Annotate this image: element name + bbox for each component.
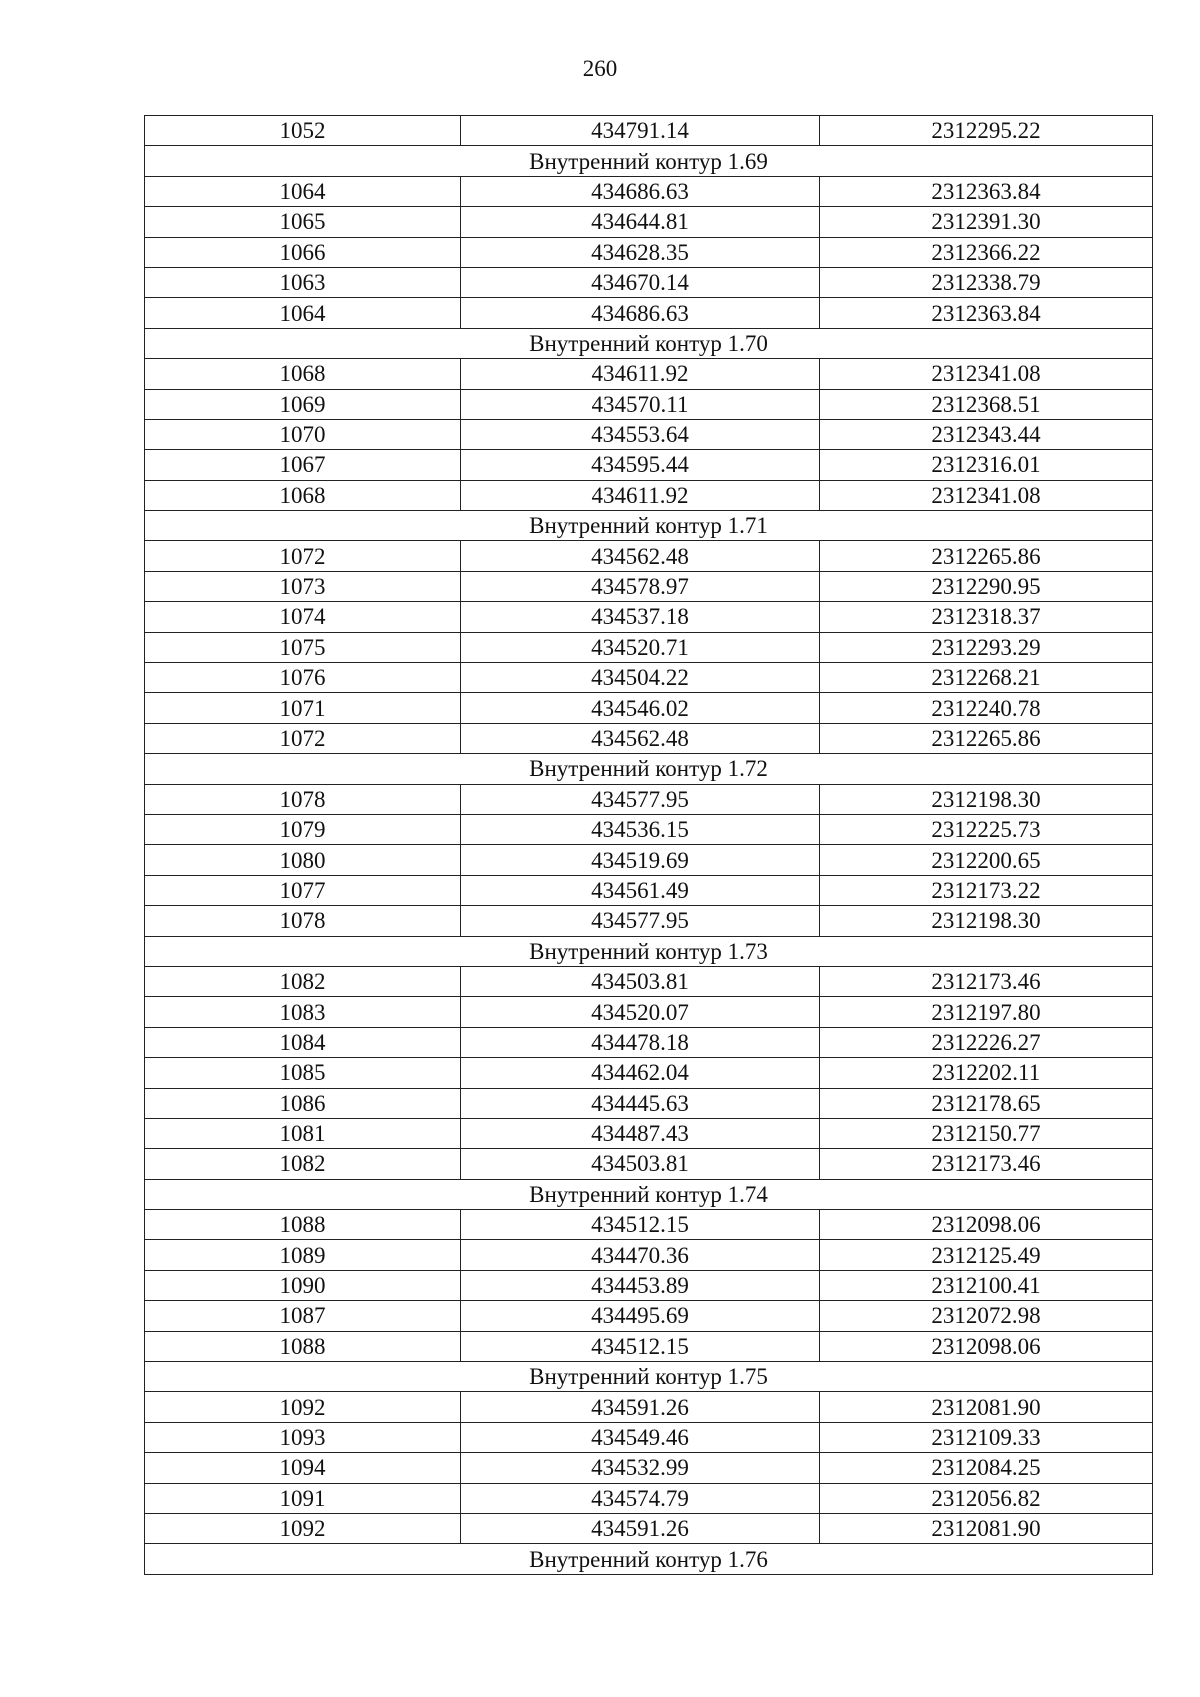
x-coordinate-cell: 434536.15 xyxy=(461,814,820,844)
section-header-row xyxy=(145,1179,1153,1209)
section-header-row xyxy=(145,146,1153,176)
x-coordinate-cell: 434503.81 xyxy=(461,966,820,996)
section-header-row xyxy=(145,1544,1153,1574)
y-coordinate-cell: 2312290.95 xyxy=(820,571,1153,601)
table-row xyxy=(145,267,1153,297)
x-coordinate-cell: 434445.63 xyxy=(461,1088,820,1118)
y-coordinate-cell: 2312109.33 xyxy=(820,1422,1153,1452)
y-coordinate-cell: 2312200.65 xyxy=(820,845,1153,875)
table-row xyxy=(145,298,1153,328)
table-row xyxy=(145,1483,1153,1513)
point-number-cell: 1078 xyxy=(145,906,461,936)
point-number-cell: 1067 xyxy=(145,450,461,480)
point-number-cell: 1092 xyxy=(145,1513,461,1543)
x-coordinate-cell: 434686.63 xyxy=(461,298,820,328)
x-coordinate-cell: 434519.69 xyxy=(461,845,820,875)
point-number-cell: 1066 xyxy=(145,237,461,267)
point-number-cell: 1082 xyxy=(145,966,461,996)
section-label: Внутренний контур 1.76 xyxy=(145,1544,1153,1574)
x-coordinate-cell: 434611.92 xyxy=(461,480,820,510)
y-coordinate-cell: 2312225.73 xyxy=(820,814,1153,844)
section-header-row xyxy=(145,328,1153,358)
x-coordinate-cell: 434470.36 xyxy=(461,1240,820,1270)
table-row xyxy=(145,997,1153,1027)
table-row xyxy=(145,663,1153,693)
section-label: Внутренний контур 1.70 xyxy=(145,328,1153,358)
y-coordinate-cell: 2312202.11 xyxy=(820,1058,1153,1088)
table-row xyxy=(145,1149,1153,1179)
table-row xyxy=(145,632,1153,662)
y-coordinate-cell: 2312265.86 xyxy=(820,723,1153,753)
table-row xyxy=(145,1453,1153,1483)
x-coordinate-cell: 434578.97 xyxy=(461,571,820,601)
section-header-row xyxy=(145,511,1153,541)
y-coordinate-cell: 2312056.82 xyxy=(820,1483,1153,1513)
table-row xyxy=(145,814,1153,844)
y-coordinate-cell: 2312098.06 xyxy=(820,1331,1153,1361)
x-coordinate-cell: 434520.07 xyxy=(461,997,820,1027)
point-number-cell: 1063 xyxy=(145,267,461,297)
y-coordinate-cell: 2312316.01 xyxy=(820,450,1153,480)
table-row xyxy=(145,966,1153,996)
point-number-cell: 1089 xyxy=(145,1240,461,1270)
table-row xyxy=(145,1331,1153,1361)
x-coordinate-cell: 434561.49 xyxy=(461,875,820,905)
y-coordinate-cell: 2312173.46 xyxy=(820,966,1153,996)
point-number-cell: 1071 xyxy=(145,693,461,723)
section-header-row xyxy=(145,1362,1153,1392)
y-coordinate-cell: 2312098.06 xyxy=(820,1210,1153,1240)
section-label: Внутренний контур 1.75 xyxy=(145,1362,1153,1392)
y-coordinate-cell: 2312341.08 xyxy=(820,359,1153,389)
section-label: Внутренний контур 1.71 xyxy=(145,511,1153,541)
point-number-cell: 1076 xyxy=(145,663,461,693)
x-coordinate-cell: 434791.14 xyxy=(461,116,820,146)
table-row xyxy=(145,571,1153,601)
x-coordinate-cell: 434546.02 xyxy=(461,693,820,723)
table-row xyxy=(145,723,1153,753)
point-number-cell: 1064 xyxy=(145,298,461,328)
point-number-cell: 1069 xyxy=(145,389,461,419)
table-row xyxy=(145,1027,1153,1057)
y-coordinate-cell: 2312240.78 xyxy=(820,693,1153,723)
point-number-cell: 1090 xyxy=(145,1270,461,1300)
table-row xyxy=(145,389,1153,419)
section-header-row xyxy=(145,936,1153,966)
y-coordinate-cell: 2312084.25 xyxy=(820,1453,1153,1483)
y-coordinate-cell: 2312268.21 xyxy=(820,663,1153,693)
x-coordinate-cell: 434686.63 xyxy=(461,176,820,206)
y-coordinate-cell: 2312363.84 xyxy=(820,176,1153,206)
x-coordinate-cell: 434520.71 xyxy=(461,632,820,662)
y-coordinate-cell: 2312293.29 xyxy=(820,632,1153,662)
y-coordinate-cell: 2312173.46 xyxy=(820,1149,1153,1179)
section-label: Внутренний контур 1.69 xyxy=(145,146,1153,176)
table-row xyxy=(145,784,1153,814)
table-row xyxy=(145,1240,1153,1270)
x-coordinate-cell: 434611.92 xyxy=(461,359,820,389)
x-coordinate-cell: 434562.48 xyxy=(461,723,820,753)
point-number-cell: 1079 xyxy=(145,814,461,844)
table-row xyxy=(145,359,1153,389)
y-coordinate-cell: 2312391.30 xyxy=(820,207,1153,237)
section-header-row xyxy=(145,754,1153,784)
y-coordinate-cell: 2312081.90 xyxy=(820,1392,1153,1422)
x-coordinate-cell: 434553.64 xyxy=(461,419,820,449)
point-number-cell: 1073 xyxy=(145,571,461,601)
x-coordinate-cell: 434512.15 xyxy=(461,1331,820,1361)
x-coordinate-cell: 434577.95 xyxy=(461,784,820,814)
point-number-cell: 1081 xyxy=(145,1118,461,1148)
point-number-cell: 1087 xyxy=(145,1301,461,1331)
y-coordinate-cell: 2312197.80 xyxy=(820,997,1153,1027)
y-coordinate-cell: 2312363.84 xyxy=(820,298,1153,328)
table-row xyxy=(145,419,1153,449)
point-number-cell: 1080 xyxy=(145,845,461,875)
y-coordinate-cell: 2312081.90 xyxy=(820,1513,1153,1543)
table-row xyxy=(145,693,1153,723)
y-coordinate-cell: 2312125.49 xyxy=(820,1240,1153,1270)
table-row xyxy=(145,602,1153,632)
x-coordinate-cell: 434478.18 xyxy=(461,1027,820,1057)
x-coordinate-cell: 434577.95 xyxy=(461,906,820,936)
table-row xyxy=(145,541,1153,571)
y-coordinate-cell: 2312368.51 xyxy=(820,389,1153,419)
section-label: Внутренний контур 1.73 xyxy=(145,936,1153,966)
y-coordinate-cell: 2312198.30 xyxy=(820,906,1153,936)
x-coordinate-cell: 434487.43 xyxy=(461,1118,820,1148)
table-row xyxy=(145,1088,1153,1118)
x-coordinate-cell: 434512.15 xyxy=(461,1210,820,1240)
section-label: Внутренний контур 1.74 xyxy=(145,1179,1153,1209)
point-number-cell: 1088 xyxy=(145,1331,461,1361)
point-number-cell: 1064 xyxy=(145,176,461,206)
y-coordinate-cell: 2312295.22 xyxy=(820,116,1153,146)
x-coordinate-cell: 434562.48 xyxy=(461,541,820,571)
x-coordinate-cell: 434628.35 xyxy=(461,237,820,267)
table-row xyxy=(145,1058,1153,1088)
table-row xyxy=(145,1513,1153,1543)
x-coordinate-cell: 434591.26 xyxy=(461,1392,820,1422)
table-row xyxy=(145,116,1153,146)
x-coordinate-cell: 434453.89 xyxy=(461,1270,820,1300)
x-coordinate-cell: 434595.44 xyxy=(461,450,820,480)
point-number-cell: 1072 xyxy=(145,541,461,571)
x-coordinate-cell: 434574.79 xyxy=(461,1483,820,1513)
x-coordinate-cell: 434670.14 xyxy=(461,267,820,297)
coordinates-table xyxy=(144,115,1153,1575)
table-row xyxy=(145,1118,1153,1148)
point-number-cell: 1088 xyxy=(145,1210,461,1240)
table-row xyxy=(145,237,1153,267)
point-number-cell: 1083 xyxy=(145,997,461,1027)
point-number-cell: 1065 xyxy=(145,207,461,237)
point-number-cell: 1086 xyxy=(145,1088,461,1118)
y-coordinate-cell: 2312226.27 xyxy=(820,1027,1153,1057)
point-number-cell: 1078 xyxy=(145,784,461,814)
table-row xyxy=(145,1270,1153,1300)
x-coordinate-cell: 434537.18 xyxy=(461,602,820,632)
table-row xyxy=(145,1210,1153,1240)
y-coordinate-cell: 2312366.22 xyxy=(820,237,1153,267)
point-number-cell: 1094 xyxy=(145,1453,461,1483)
y-coordinate-cell: 2312265.86 xyxy=(820,541,1153,571)
point-number-cell: 1091 xyxy=(145,1483,461,1513)
point-number-cell: 1082 xyxy=(145,1149,461,1179)
point-number-cell: 1092 xyxy=(145,1392,461,1422)
point-number-cell: 1084 xyxy=(145,1027,461,1057)
x-coordinate-cell: 434503.81 xyxy=(461,1149,820,1179)
coordinates-table-body xyxy=(145,116,1153,1575)
point-number-cell: 1085 xyxy=(145,1058,461,1088)
section-label: Внутренний контур 1.72 xyxy=(145,754,1153,784)
point-number-cell: 1074 xyxy=(145,602,461,632)
x-coordinate-cell: 434495.69 xyxy=(461,1301,820,1331)
table-row xyxy=(145,207,1153,237)
table-row xyxy=(145,450,1153,480)
table-row xyxy=(145,1392,1153,1422)
point-number-cell: 1070 xyxy=(145,419,461,449)
table-row xyxy=(145,480,1153,510)
point-number-cell: 1068 xyxy=(145,480,461,510)
table-row xyxy=(145,875,1153,905)
y-coordinate-cell: 2312341.08 xyxy=(820,480,1153,510)
table-row xyxy=(145,1301,1153,1331)
y-coordinate-cell: 2312178.65 xyxy=(820,1088,1153,1118)
y-coordinate-cell: 2312343.44 xyxy=(820,419,1153,449)
y-coordinate-cell: 2312338.79 xyxy=(820,267,1153,297)
y-coordinate-cell: 2312318.37 xyxy=(820,602,1153,632)
table-row xyxy=(145,1422,1153,1452)
y-coordinate-cell: 2312198.30 xyxy=(820,784,1153,814)
x-coordinate-cell: 434570.11 xyxy=(461,389,820,419)
point-number-cell: 1072 xyxy=(145,723,461,753)
x-coordinate-cell: 434504.22 xyxy=(461,663,820,693)
x-coordinate-cell: 434644.81 xyxy=(461,207,820,237)
x-coordinate-cell: 434591.26 xyxy=(461,1513,820,1543)
table-row xyxy=(145,906,1153,936)
x-coordinate-cell: 434549.46 xyxy=(461,1422,820,1452)
point-number-cell: 1093 xyxy=(145,1422,461,1452)
x-coordinate-cell: 434532.99 xyxy=(461,1453,820,1483)
table-row xyxy=(145,845,1153,875)
x-coordinate-cell: 434462.04 xyxy=(461,1058,820,1088)
y-coordinate-cell: 2312173.22 xyxy=(820,875,1153,905)
point-number-cell: 1075 xyxy=(145,632,461,662)
y-coordinate-cell: 2312072.98 xyxy=(820,1301,1153,1331)
y-coordinate-cell: 2312150.77 xyxy=(820,1118,1153,1148)
point-number-cell: 1052 xyxy=(145,116,461,146)
page-number: 260 xyxy=(582,56,618,81)
point-number-cell: 1068 xyxy=(145,359,461,389)
table-row xyxy=(145,176,1153,206)
point-number-cell: 1077 xyxy=(145,875,461,905)
y-coordinate-cell: 2312100.41 xyxy=(820,1270,1153,1300)
